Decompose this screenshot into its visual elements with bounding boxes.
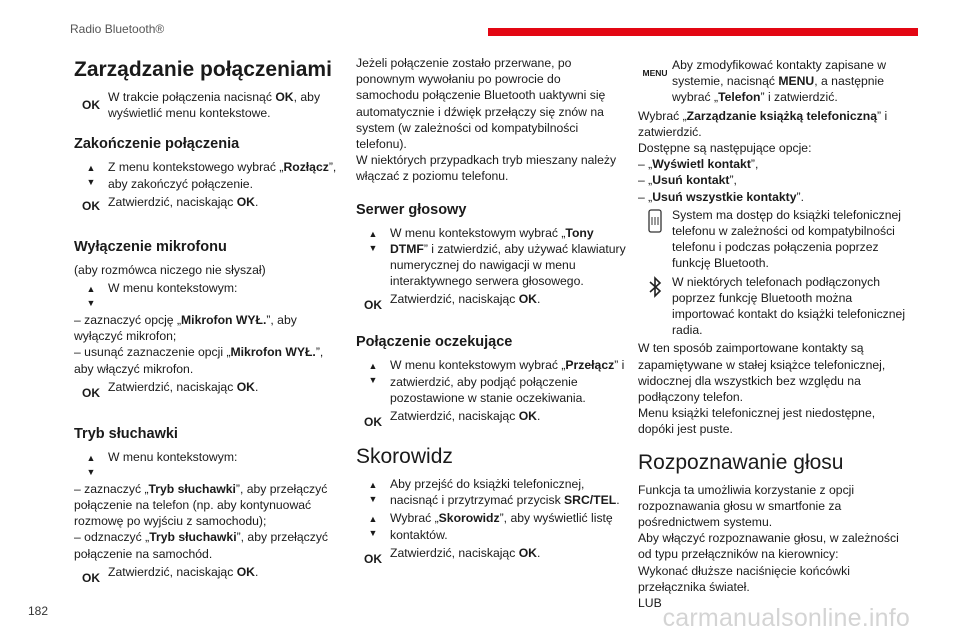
- paragraph: W niektórych przypadkach tryb mieszany należy włączać z poziomu telefonu.: [356, 153, 617, 184]
- paragraph: Wybrać „Skorowidz”, aby wyświetlić listę kontaktów.: [390, 511, 613, 542]
- menu-button-icon: MENU: [642, 68, 668, 78]
- paragraph: Funkcja ta umożliwia korzystanie z opcji rozpoznawania głosu w smartfonie za pośrednictwem systemu.: [638, 482, 855, 530]
- paragraph: System ma dostęp do książki telefonicznej telefonu w zależności od kompatybilności telefonu i podczas połączenia poprzez funkcję Bluetooth.: [672, 207, 901, 271]
- paragraph: Aby przejść do książki telefonicznej, nacisnąć i przytrzymać przycisk SRC/TEL.: [390, 477, 620, 508]
- ok-button-icon: OK: [364, 298, 382, 313]
- paragraph: (aby rozmówca niczego nie słyszał): [74, 262, 266, 277]
- paragraph: Wykonać dłuższe naciśnięcie końcówki przełącznika świateł.: [638, 563, 850, 594]
- arrows-instruction: [74, 159, 344, 191]
- ok-instruction: [356, 545, 626, 565]
- page-number: 182: [28, 604, 49, 618]
- list-item: – „Wyświetl kontakt”,: [638, 157, 759, 172]
- ok-button-icon: OK: [82, 98, 100, 112]
- ok-button-icon: OK: [364, 415, 382, 430]
- arrows-instruction: [74, 449, 344, 479]
- ok-button-icon: OK: [82, 198, 100, 213]
- list-item: – usunąć zaznaczenie opcji „Mikrofon WYŁ.”, aby włączyć mikrofon.: [74, 345, 324, 376]
- paragraph: Dostępne są następujące opcje:: [638, 141, 812, 156]
- paragraph: LUB: [638, 596, 662, 611]
- up-down-arrows-icon: ▲ ▼: [86, 163, 96, 188]
- heading-call-management: Zarządzanie połączeniami: [74, 58, 332, 81]
- paragraph: Aby włączyć rozpoznawanie głosu, w zależności od typu przełączników na kierownicy:: [638, 531, 899, 562]
- arrows-instruction: [356, 510, 626, 542]
- paragraph: Z menu kontekstowego wybrać „Rozłącz”, aby zakończyć połączenie.: [108, 160, 337, 191]
- heading-handset-mode: Tryb słuchawki: [74, 425, 178, 442]
- paragraph: Aby zmodyfikować kontakty zapisane w systemie, nacisnąć MENU, a następnie wybrać „Telefon” i zatwierdzić.: [672, 58, 887, 105]
- phone-icon: [638, 207, 672, 233]
- ok-button-icon: OK: [82, 570, 100, 585]
- paragraph: W menu kontekstowym:: [108, 449, 238, 464]
- menu-instruction: [638, 57, 908, 106]
- paragraph: Jeżeli połączenie zostało przerwane, po ponownym wywołaniu po powrocie do samochodu połączenie Bluetooth uaktywni się automatycznie i dźwięk przełączy się znów na system (w zależności od kompatybilności telefonu).: [356, 56, 606, 152]
- paragraph: Menu książki telefonicznej jest niedostępne, dopóki jest puste.: [638, 406, 876, 437]
- arrows-instruction: [356, 357, 626, 406]
- list-item: – zaznaczyć opcję „Mikrofon WYŁ.”, aby wyłączyć mikrofon;: [74, 313, 297, 344]
- paragraph: Wybrać „Zarządzanie książką telefoniczną” i zatwierdzić.: [638, 108, 888, 139]
- arrows-instruction: [74, 280, 344, 310]
- ok-instruction: [74, 89, 344, 121]
- paragraph: Zatwierdzić, naciskając OK.: [390, 292, 541, 307]
- watermark: carmanualsonline.info: [662, 604, 910, 632]
- heading-voice-server: Serwer głosowy: [356, 201, 467, 218]
- paragraph: W trakcie połączenia nacisnąć OK, aby wyświetlić menu kontekstowe.: [108, 90, 321, 121]
- paragraph: Zatwierdzić, naciskając OK.: [390, 409, 541, 424]
- up-down-arrows-icon: ▲ ▼: [86, 452, 96, 477]
- up-down-arrows-icon: ▲ ▼: [86, 284, 96, 309]
- column-1: [74, 55, 344, 586]
- column-2: [356, 55, 626, 567]
- up-down-arrows-icon: ▲ ▼: [368, 480, 378, 505]
- list-item: – „Usuń kontakt”,: [638, 173, 737, 188]
- paragraph: Zatwierdzić, naciskając OK.: [390, 545, 541, 560]
- heading-directory: Skorowidz: [356, 445, 453, 469]
- ok-button-icon: OK: [364, 551, 382, 566]
- ok-button-icon: OK: [82, 385, 100, 400]
- note: [638, 274, 908, 339]
- ok-instruction: [356, 291, 626, 311]
- heading-mute-microphone: Wyłączenie mikrofonu: [74, 238, 227, 255]
- paragraph: Zatwierdzić, naciskając OK.: [108, 564, 259, 579]
- paragraph: W niektórych telefonach podłączonych poprzez funkcję Bluetooth można importować kontakt do książki telefonicznej radia.: [672, 274, 906, 338]
- paragraph: W menu kontekstowym wybrać „Przełącz” i zatwierdzić, aby podjąć połączenie pozostawione w stanie oczekiwania.: [390, 358, 625, 405]
- heading-call-waiting: Połączenie oczekujące: [356, 334, 513, 351]
- list-item: – zaznaczyć „Tryb słuchawki”, aby przełączyć połączenie na telefon (np. aby kontynuować rozmowę po wyjściu z samochodu);: [74, 481, 328, 529]
- paragraph: W menu kontekstowym:: [108, 281, 238, 296]
- section-header: Radio Bluetooth®: [70, 22, 165, 36]
- ok-instruction: [356, 408, 626, 428]
- ok-instruction: [74, 379, 344, 399]
- up-down-arrows-icon: ▲ ▼: [368, 514, 378, 539]
- arrows-instruction: [356, 476, 626, 508]
- paragraph: W ten sposób zaimportowane kontakty są zapamiętywane w stałej książce telefonicznej, widocznej dla wszystkich bez względu na podłączony telefon.: [638, 341, 886, 405]
- up-down-arrows-icon: ▲ ▼: [368, 228, 378, 253]
- list-item: – odznaczyć „Tryb słuchawki”, aby przełączyć połączenie na samochód.: [74, 530, 329, 561]
- heading-voice-recognition: Rozpoznawanie głosu: [638, 450, 844, 474]
- paragraph: W menu kontekstowym wybrać „Tony DTMF” i zatwierdzić, aby używać klawiatury numerycznej do nawigacji w menu interaktywnego serwera głosowego.: [390, 225, 626, 289]
- up-down-arrows-icon: ▲ ▼: [368, 361, 378, 386]
- arrows-instruction: [356, 225, 626, 290]
- note: [638, 207, 908, 272]
- heading-end-call: Zakończenie połączenia: [74, 136, 240, 153]
- column-3: [638, 55, 908, 611]
- ok-instruction: [74, 194, 344, 212]
- paragraph: Zatwierdzić, naciskając OK.: [108, 379, 259, 394]
- ok-instruction: [74, 564, 344, 584]
- header-accent-bar: [488, 28, 918, 36]
- bluetooth-icon: [638, 274, 672, 298]
- paragraph: Zatwierdzić, naciskając OK.: [108, 194, 259, 209]
- list-item: – „Usuń wszystkie kontakty”.: [638, 189, 804, 204]
